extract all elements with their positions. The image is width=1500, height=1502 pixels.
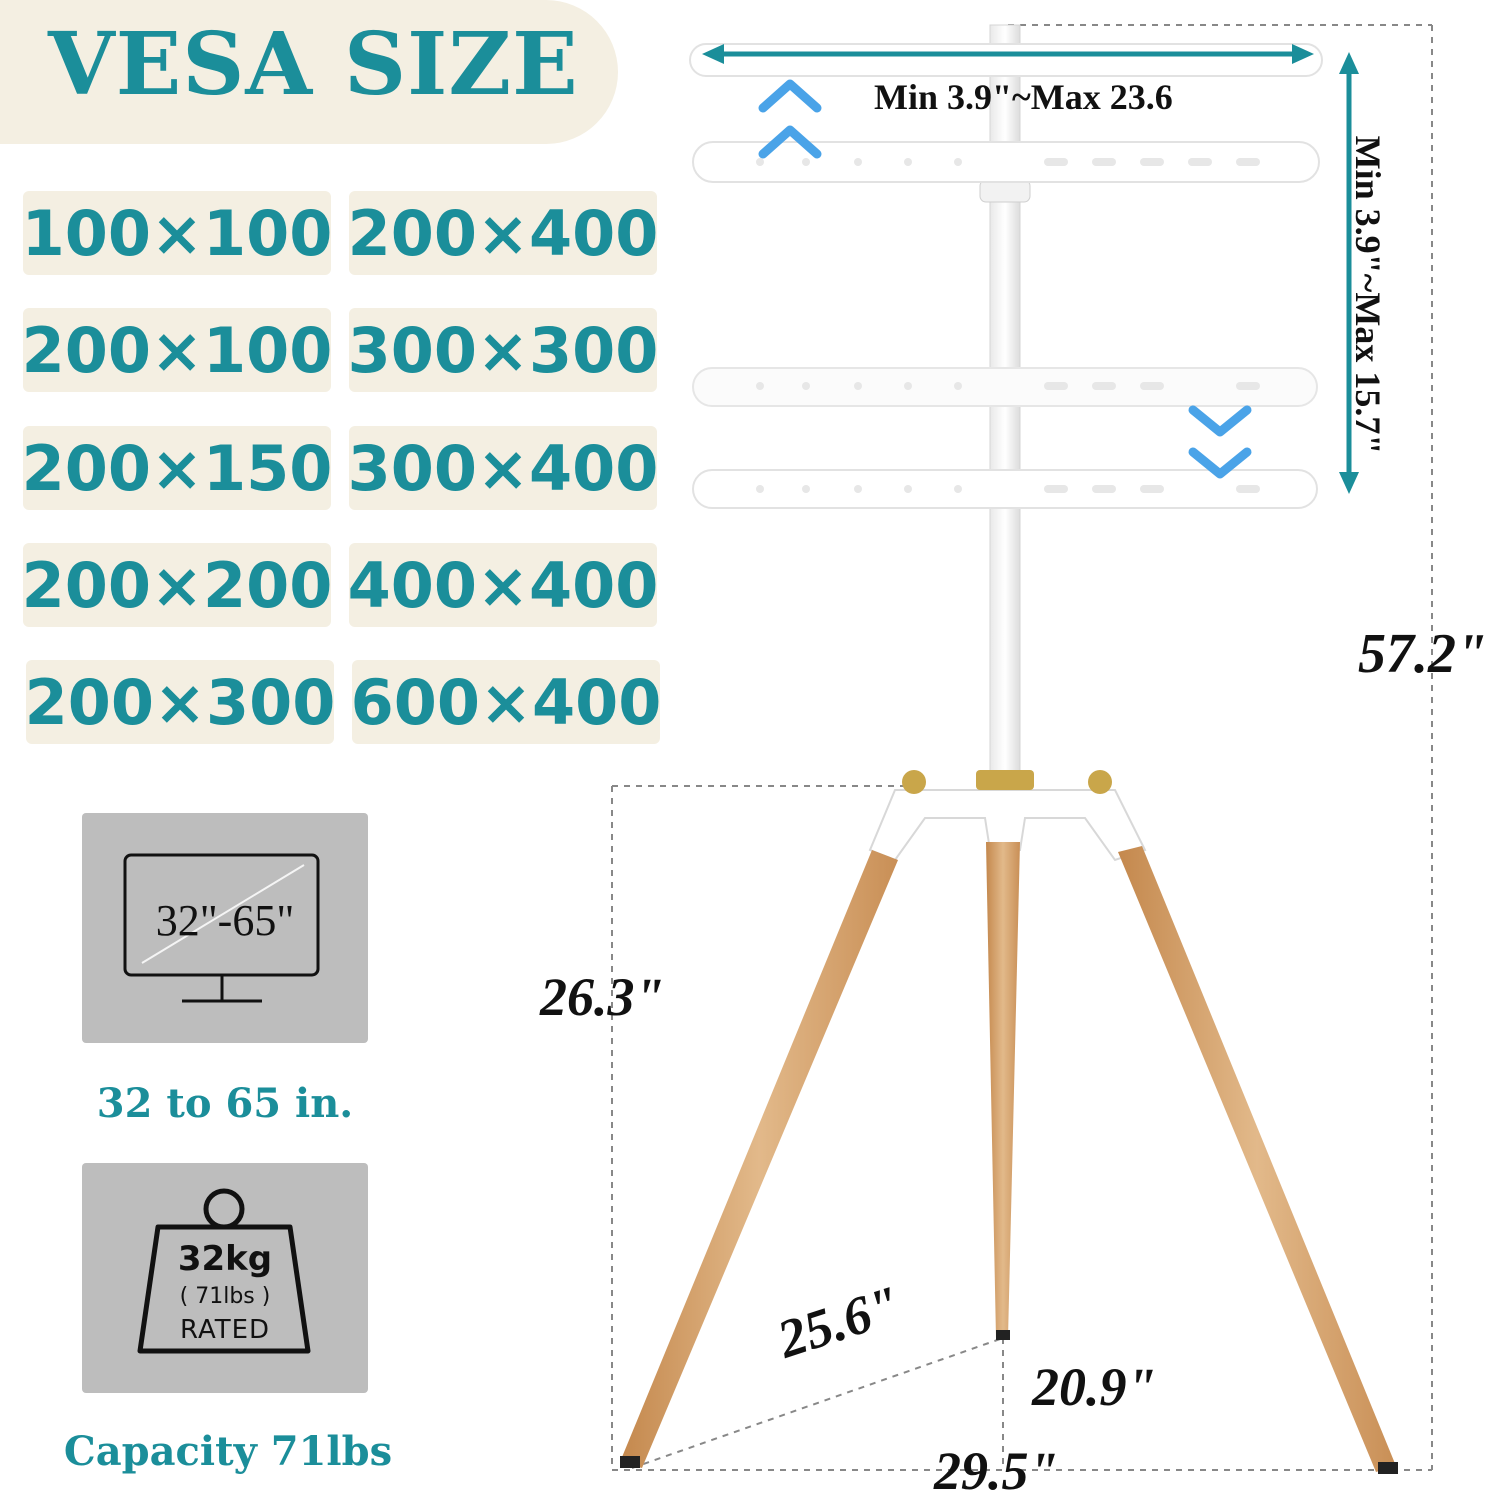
page-title: VESA SIZE	[48, 14, 579, 115]
vesa-size-tile: 300×300	[349, 308, 657, 392]
arm-width-label: Min 3.9"~Max 23.6	[874, 77, 1173, 117]
arm-height-label: Min 3.9"~Max 15.7"	[1348, 135, 1388, 455]
vesa-size-tile: 200×150	[23, 426, 331, 510]
pole-collar	[980, 180, 1030, 202]
vesa-size-tile: 200×200	[23, 543, 331, 627]
base-width-label: 29.5"	[934, 1441, 1059, 1501]
weight-lbs: ( 71lbs )	[179, 1284, 271, 1309]
depth-left-label: 25.6"	[770, 1274, 908, 1370]
vesa-size-tile: 200×100	[23, 308, 331, 392]
vesa-size-tile: 200×300	[26, 660, 334, 744]
vesa-size-tile: 300×400	[349, 426, 657, 510]
screen-range-label: 32"-65"	[155, 896, 295, 945]
depth-right-label: 20.9"	[1032, 1357, 1157, 1417]
vesa-size-tile: 200×400	[349, 191, 657, 275]
screen-size-caption: 32 to 65 in.	[96, 1080, 354, 1127]
wooden-legs	[620, 842, 1398, 1474]
capacity-caption: Capacity 71lbs	[63, 1428, 393, 1475]
chevron-down-icon	[1193, 410, 1247, 474]
leg-height-label: 26.3"	[540, 967, 665, 1027]
vesa-size-tile: 400×400	[349, 543, 657, 627]
dimension-guides	[612, 25, 1432, 1470]
vesa-size-tile: 600×400	[352, 660, 660, 744]
vesa-size-tile: 100×100	[23, 191, 331, 275]
total-height-label: 57.2"	[1358, 623, 1488, 685]
weight-rated: RATED	[179, 1315, 271, 1345]
weight-kg: 32kg	[177, 1239, 273, 1279]
